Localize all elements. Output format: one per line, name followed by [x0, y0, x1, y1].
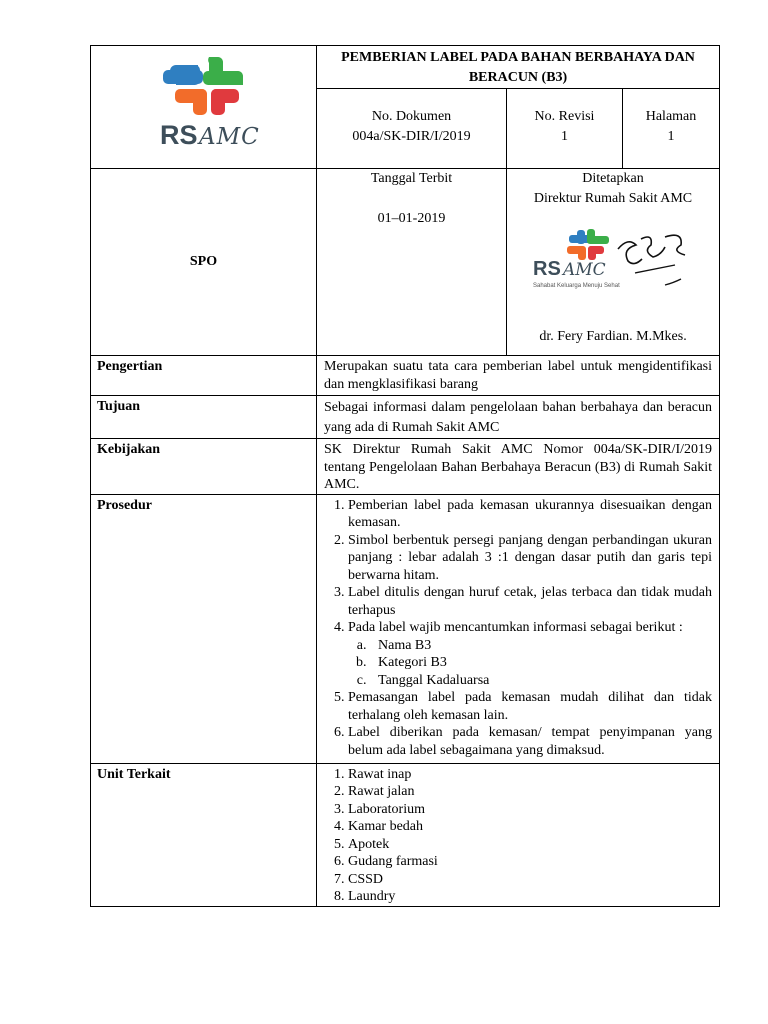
prosedur-label: Prosedur [91, 494, 317, 763]
signatory-name: dr. Fery Fardian. M.Mkes. [539, 329, 687, 344]
unit-item: 6. Gudang farmasi [348, 853, 712, 871]
unit-item: 3. Laboratorium [348, 801, 712, 819]
unit-item: 8. Laundry [348, 888, 712, 906]
page-label: Halaman [645, 109, 697, 124]
prosedur-step: 2. Simbol berbentuk persegi panjang dengan perbandingan ukuran panjang : lebar adalah 3 :1 dengan dasar putih dan garis tepi berwarna hitam. [348, 532, 712, 585]
issue-date-cell [317, 169, 507, 356]
logo-cell [91, 46, 317, 169]
pengertian-label: Pengertian [91, 356, 317, 396]
kebijakan-text: SK Direktur Rumah Sakit AMC Nomor 004a/SK-DIR/I/2019 tentang Pengelolaan Bahan Berbahaya Beracun (B3) di Rumah Sakit AMC. [317, 439, 720, 495]
sublist-item: a. Nama B3 [370, 637, 712, 655]
revision-cell [507, 89, 623, 169]
prosedur-step-text: Pada label wajib mencantumkan informasi sebagai berikut : [348, 620, 683, 635]
sublist-item: c. Tanggal Kadaluarsa [370, 672, 712, 690]
prosedur-step: 3. Label ditulis dengan huruf cetak, jelas terbaca dan tidak mudah terhapus [348, 584, 712, 619]
prosedur-step: 5. Pemasangan label pada kemasan mudah dilihat dan tidak terhalang oleh kemasan lain. [348, 689, 712, 724]
unit-terkait-content [317, 763, 720, 906]
stamp-tagline: Sahabat Keluarga Menuju Sehat [533, 283, 620, 289]
unit-item: 4. Kamar bedah [348, 818, 712, 836]
issue-date-value: 01–01-2019 [377, 211, 446, 226]
unit-item: 5. Apotek [348, 836, 712, 854]
doc-number-cell [317, 89, 507, 169]
logo-text-rs: RS [160, 120, 198, 150]
tujuan-text: Sebagai informasi dalam pengelolaan bahan berbahaya dan beracun yang ada di Rumah Sakit AMC [317, 396, 720, 439]
prosedur-content [317, 494, 720, 763]
stamp-logo-icon [523, 227, 703, 305]
prosedur-step: 6. Label diberikan pada kemasan/ tempat penyimpanan yang belum ada label sebagaimana yang dimaksud. [348, 724, 712, 759]
page-cell [623, 89, 720, 169]
spo-label: SPO [91, 169, 317, 356]
rs-amc-logo-icon [91, 46, 313, 166]
kebijakan-label: Kebijakan [91, 439, 317, 495]
revision-value: 1 [561, 129, 568, 144]
unit-item: 1. Rawat inap [348, 766, 712, 784]
label-info-sublist [348, 637, 712, 690]
signature-stroke [618, 242, 642, 264]
unit-item: 2. Rawat jalan [348, 783, 712, 801]
doc-number-label: No. Dokumen [371, 109, 452, 124]
rs-amc-logo [91, 46, 313, 166]
approval-by: Direktur Rumah Sakit AMC [533, 191, 693, 206]
approval-stamp [523, 227, 703, 305]
pengertian-text: Merupakan suatu tata cara pemberian label untuk mengidentifikasi dan mengklasifikasi barang [317, 356, 720, 396]
svg-text:AMC: AMC [563, 260, 606, 280]
unit-item: 7. CSSD [348, 871, 712, 889]
sublist-item: b. Kategori B3 [370, 654, 712, 672]
revision-label: No. Revisi [534, 109, 595, 124]
unit-terkait-label: Unit Terkait [91, 763, 317, 906]
prosedur-step-with-sublist [348, 619, 712, 689]
unit-terkait-list [324, 766, 712, 906]
prosedur-list [324, 497, 712, 760]
issue-date-label: Tanggal Terbit [370, 171, 453, 186]
approval-cell [507, 169, 720, 356]
approval-label: Ditetapkan [582, 171, 644, 186]
tujuan-label: Tujuan [91, 396, 317, 439]
spo-document-table [90, 45, 720, 907]
document-title: PEMBERIAN LABEL PADA BAHAN BERBAHAYA DAN BERACUN (B3) [317, 46, 720, 89]
doc-number-value: 004a/SK-DIR/I/2019 [352, 129, 471, 144]
logo-text-amc: AMC [199, 124, 260, 150]
page-value: 1 [667, 129, 675, 144]
svg-text:RS: RS [533, 258, 561, 280]
prosedur-step: 1. Pemberian label pada kemasan ukurannya disesuaikan dengan kemasan. [348, 497, 712, 532]
